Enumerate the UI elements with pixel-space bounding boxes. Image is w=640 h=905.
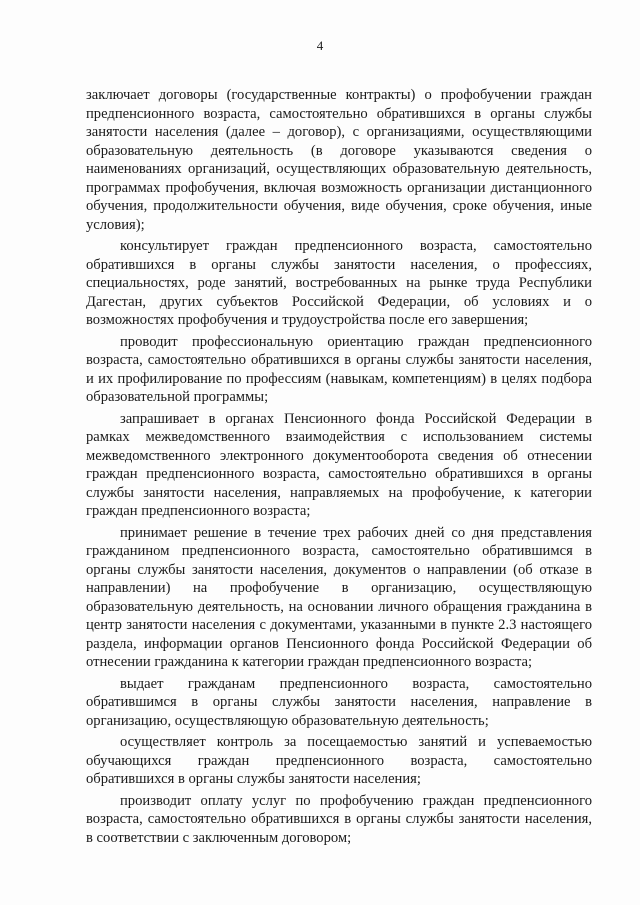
paragraph-contracts: заключает договоры (государственные контракты) о профобучении граждан предпенсионного возраста, самостоятельно обратившихся в органы службы занятости населения (далее – договор), с организациями, осуществляющими образовательную деятельность (в договоре указываются сведения о наименованиях организаций, осуществляющих образовательную деятельность, программах профобучения, включая возможность организации дистанционного обучения, продолжительности обучения, виде обучения, сроке обучения, иные условия); (86, 87, 592, 233)
paragraph-consulting: консультирует граждан предпенсионного возраста, самостоятельно обратившихся в органы службы занятости населения, о профессиях, специальностях, роде занятий, востребованных на рынке труда Республики Дагестан, других субъектов Российской Федерации, об условиях и о возможностях профобучения и трудоустройства после его завершения; (86, 238, 592, 328)
paragraph-orientation: проводит профессиональную ориентацию граждан предпенсионного возраста, самостоятельно обратившихся в органы службы занятости населения, и их профилирование по профессиям (навыкам, компетенциям) в целях подбора образовательной программы; (86, 333, 592, 405)
paragraph-referral: выдает гражданам предпенсионного возраста, самостоятельно обратившимся в органы службы занятости населения, направление в организацию, осуществляющую образовательную деятельность; (86, 675, 592, 729)
paragraph-decision: принимает решение в течение трех рабочих дней со дня представления гражданином предпенсионного возраста, самостоятельно обратившимся в органы службы занятости населения, документов о направлении (об отказе в направлении) на профобучение в организацию, осуществляющую образовательную деятельность, на основании личного обращения гражданина в центр занятости населения с документами, указанными в пункте 2.3 настоящего раздела, информации органов Пенсионного фонда Российской Федерации об отнесении гражданина к категории граждан предпенсионного возраста; (86, 524, 592, 670)
document-body (86, 86, 592, 850)
paragraph-attendance-control: осуществляет контроль за посещаемостью занятий и успеваемостью обучающихся граждан предпенсионного возраста, самостоятельно обратившихся в органы службы занятости населения; (86, 734, 592, 787)
paragraph-pension-fund-request: запрашивает в органах Пенсионного фонда Российской Федерации в рамках межведомственного взаимодействия с использованием системы межведомственного электронного документооборота сведения об отнесении граждан предпенсионного возраста, самостоятельно обратившихся в органы службы занятости населения, направляемых на профобучение, к категории граждан предпенсионного возраста; (86, 410, 592, 519)
page-number: 4 (316, 38, 324, 53)
paragraph-payment: производит оплату услуг по профобучению граждан предпенсионного возраста, самостоятельно обратившихся в органы службы занятости населения, в соответствии с заключенным договором; (86, 792, 592, 846)
